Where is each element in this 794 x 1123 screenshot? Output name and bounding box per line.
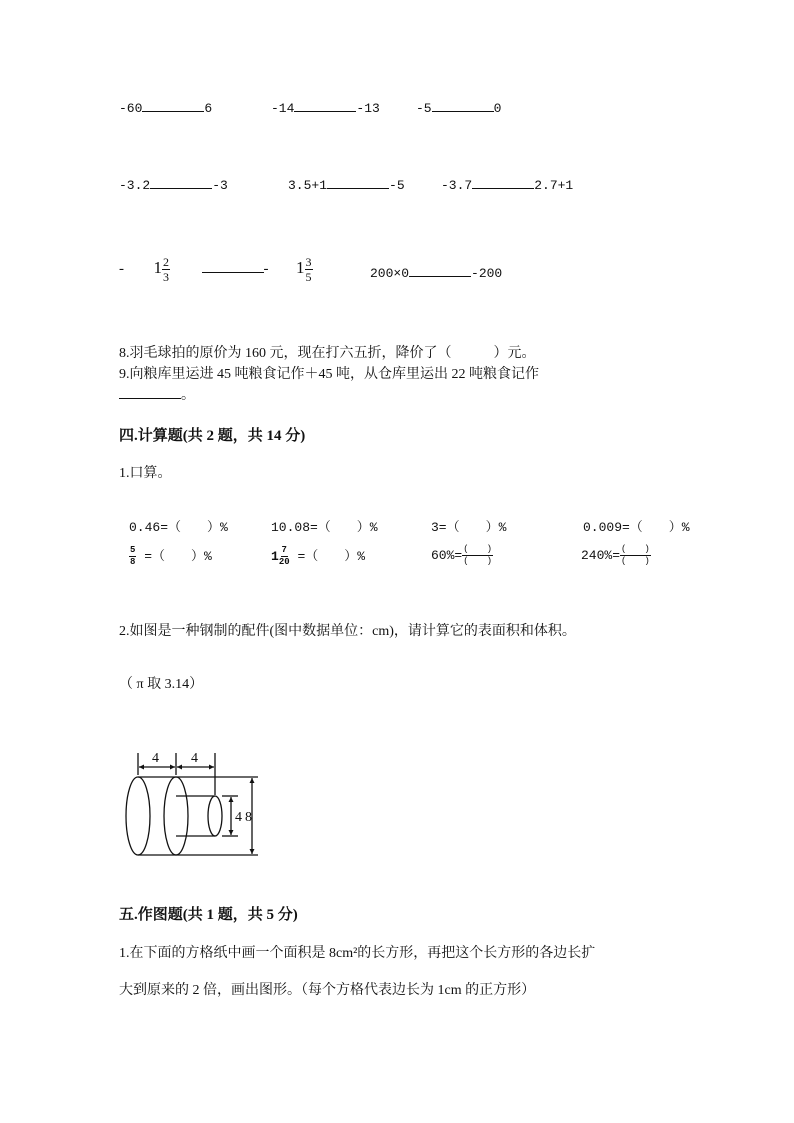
- minus-sign: -: [263, 260, 269, 277]
- fraction: $\frac{5}{8}$: [130, 545, 136, 568]
- compare-right: -3: [212, 178, 228, 193]
- compare-left: -5: [416, 101, 432, 116]
- compare-left: 200×0: [370, 266, 410, 281]
- drawing-question-line-2: 大到原来的 2 倍，画出图形。（每个方格代表边长为 1cm 的正方形）: [119, 983, 536, 998]
- steel-part-figure: [118, 745, 268, 860]
- compare-item-3: [416, 99, 501, 116]
- answer-blank[interactable]: [294, 99, 356, 112]
- oral-calc-5: $\frac{5}{8}$ =（ ）%: [130, 545, 212, 568]
- answer-blank[interactable]: [432, 99, 494, 112]
- oral-calc-6: 1 $\frac{7}{20}$ =（ ）%: [271, 545, 366, 568]
- compare-item-6: [441, 176, 573, 193]
- answer-blank[interactable]: [119, 386, 181, 399]
- compare-right: 2.7+1: [534, 178, 574, 193]
- compare-right: -5: [389, 178, 405, 193]
- compare-item-4: [119, 176, 228, 193]
- compare-right: -200: [471, 266, 503, 281]
- compare-item-5: [288, 176, 405, 193]
- compare-item-7: [119, 256, 313, 283]
- dim-label: 4: [191, 751, 198, 766]
- mixed-whole: 1: [296, 257, 305, 277]
- compare-left: 3.5+1: [288, 178, 328, 193]
- oral-calc-7: 60%= $\frac{( )}{( )}$: [431, 544, 493, 566]
- compare-left: -3.7: [441, 178, 473, 193]
- dim-label: 4: [235, 810, 242, 825]
- fraction: $\frac{( )}{( )}$: [621, 544, 650, 566]
- oral-calc-3: 3=（ ）%: [431, 520, 507, 535]
- section-4-title: 四.计算题(共 2 题，共 14 分): [119, 428, 306, 444]
- oral-calc-8: 240%= $\frac{( )}{( )}$: [581, 544, 650, 566]
- sub-question-2: 2.如图是一种钢制的配件(图中数据单位：cm)，请计算它的表面积和体积。: [119, 624, 576, 639]
- compare-left: -3.2: [119, 178, 151, 193]
- minus-sign: -: [119, 260, 124, 277]
- compare-item-1: [119, 99, 212, 116]
- answer-blank[interactable]: [202, 260, 264, 273]
- fraction: $\frac{2}{3}$: [163, 255, 169, 284]
- compare-right: 0: [493, 101, 502, 116]
- dim-label: 8: [245, 810, 252, 825]
- oral-calc-1: 0.46=（ ）%: [129, 520, 228, 535]
- answer-blank[interactable]: [472, 176, 534, 189]
- fraction: $\frac{7}{20}$: [278, 545, 290, 568]
- drawing-question-line-1: 1.在下面的方格纸中画一个面积是 8cm²的长方形，再把这个长方形的各边长扩: [119, 946, 596, 961]
- mixed-whole: 1: [153, 257, 162, 277]
- section-5-title: 五.作图题(共 1 题，共 5 分): [119, 907, 298, 923]
- fraction: $\frac{3}{5}$: [305, 255, 312, 284]
- sub-question-1: 1.口算。: [119, 466, 172, 481]
- compare-left: -60: [119, 101, 143, 116]
- oral-calc-4: 0.009=（ ）%: [583, 520, 690, 535]
- answer-blank[interactable]: [150, 176, 212, 189]
- compare-left: -14: [271, 101, 295, 116]
- compare-right: -13: [356, 101, 380, 116]
- compare-item-8: [370, 264, 502, 281]
- answer-blank[interactable]: [409, 264, 471, 277]
- question-9-continued: 。: [119, 384, 195, 404]
- question-8: 8.羽毛球拍的原价为 160 元，现在打六五折，降价了（ ）元。: [119, 346, 536, 361]
- question-9: 9.向粮库里运进 45 吨粮食记作＋45 吨，从仓库里运出 22 吨粮食记作: [119, 367, 539, 382]
- compare-item-2: [271, 99, 380, 116]
- dim-label: 4: [152, 751, 159, 766]
- fraction: $\frac{( )}{( )}$: [463, 544, 493, 566]
- compare-right: 6: [204, 101, 213, 116]
- oral-calc-2: 10.08=（ ）%: [271, 520, 378, 535]
- pi-note: （ π 取 3.14）: [119, 677, 204, 692]
- answer-blank[interactable]: [142, 99, 204, 112]
- answer-blank[interactable]: [327, 176, 389, 189]
